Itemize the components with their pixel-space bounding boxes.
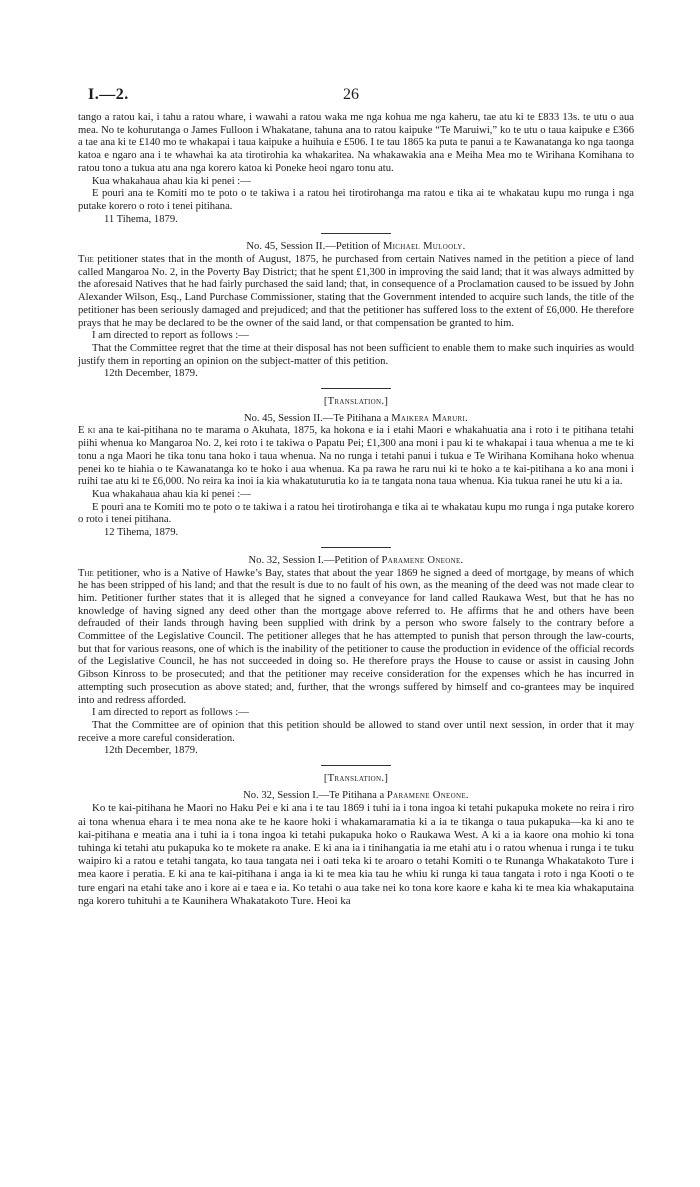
report-directive: Kua whakahaua ahau kia ki penei :— (92, 488, 251, 500)
translation-label: [Translation.] (323, 773, 389, 785)
report-directive: I am directed to report as follows :— (92, 707, 249, 719)
petition-text: petitioner, who is a Native of Hawke’s Bay, states that about the year 1869 he signed a deed of mortgage, by means of which he has been stripped of his land; and that the result is due to no fault of his own, as the meaning of the deed was not made clear to him. Petitioner further states that it is alleged that he signed a conveyance for land called Raukawa West, but that he has no knowledge of having signed any deed other than the mortgage above referred to. He affirms that he and others have been defrauded of their lands through having been supplied with drink by a person who swore falsely to the contrary before a Committee of the Legislative Council. The petitioner alleges that he has attempted to punish that person through the law-courts, but that for various reasons, one of which is the inability of the petitioner to cause the production in evidence of the official records of the Legislative Council, he has not succeeded in doing so. He therefore prays the House to cause or assist in causing John Gibson Kinross to be prosecuted; and that the petitioner may receive consideration for the expenses which he has incurred in attempting such prosecution as above stated; and, further, that the wrongs suffered by himself and co-grantees may be inquired into and redress afforded. (78, 567, 634, 706)
page-number: 26 (343, 86, 359, 103)
petition-heading (78, 790, 634, 803)
petition-text: petitioner states that in the month of August, 1875, he purchased from certain Natives named in the petition a piece of land called Mangaroa No. 2, in the Poverty Bay District; that he spent £1,300 in improving the said land; that it was always admitted by the aforesaid Natives that he had fairly purchased the said land; that, in consequence of a Proclamation caused to be issued by John Alexander Wilson, Esq., Land Purchase Commissioner, stating that the Government intended to acquire such lands, the title of the petitioner has been seriously damaged and prejudiced; and that the petitioner has suffered loss to the extent of £6,000. He therefore prays that he may be declared to be the owner of the said land, or that compensation be granted to him. (78, 254, 634, 329)
petitioner-name: Paramene Oneone. (386, 789, 469, 801)
heading-prefix: No. 32, Session I.—Petition of (248, 554, 379, 566)
lead-word: E ki (78, 425, 96, 437)
continued-paragraph: tango a ratou kai, i tahu a ratou whare, i wawahi a ratou waka me nga kohua me nga kaheru, tae atu ki te £833 13s. te utu o aua mea. No te kohurutanga o James Fulloon i Whakatane, tahuna ana to ratou kaipuke “Te Maruiwi,” ko te utu o taua kaipuke e £366 a tae ana ki te £140 mo te whakapai i taua kaipuke a huihuia e £506. I te tau 1865 ka puta te panui a te Kawanatanga ko nga taonga katoa e ngaro ana i te whawhai ka ata tirotirohia ka whakaritea. Na whakawakia ana e Meiha Mea mo te Wirihana Komihana to ratou tono a tukua atu ana nga korero katoa ki Poneke heoi ngaro tonu atu. (78, 112, 634, 174)
committee-report: E pouri ana te Komiti mo te poto o te takiwa i a ratou hei tirotirohanga e tika ai te whakatau kupu mo runga i nga putake korero o roto i tenei pitihana. (78, 501, 634, 526)
report-date: 12 Tihema, 1879. (104, 527, 179, 539)
translation-label: [Translation.] (323, 396, 389, 408)
petition-body (78, 254, 634, 330)
petition-body (78, 568, 634, 708)
lead-word: The (78, 567, 94, 579)
petition-text: Ko te kai-pitihana he Maori no Haku Pei e ki ana i te tau 1869 i tuhi ia i tona ingoa ki tetahi pukapuka mokete no reira i riro ai tona whenua ehara i te mea nona ake te he kaore hoki i whakamaramatia ki a ia te tikanga o taua pukapuka—ka ki ano te kai-pitihana e meatia ana i tuhi ia i tona ingoa ki tetahi pukapuka hoko o Raukawa West. A ki a ia kaore ona mohio ki tona tuhinga ki tetahi atu pukapuka ko te mokete ra anake. E ki ana ia i tinihangatia ia me etahi atu i o ratou whenua i runga i te tuku waipiro ki a ratou e tetahi tangata, ko taua tangata nei i oati teka ki te aroaro o tetahi Komiti o te Runanga Whakatakoto Ture i mea kaore i peratia. E ki ana te kai-pitihana i anga ia ki te mea kia tau he whiu ki runga ki taua tangata i roto i nga Kooti o te ture engari na etahi take ano i kore ai e taea e ia. Ko tetahi o aua take nei ko tona kore kaore e kaha ki te mea kia whakaputaina nga korero tuhituhi a te Kaunihera Whakatakoto Ture. Heoi ka (78, 802, 634, 907)
lead-word: The (78, 254, 94, 266)
section-divider (321, 388, 391, 389)
section-divider (321, 547, 391, 548)
report-date: 12th December, 1879. (104, 368, 198, 380)
petition-body (78, 425, 634, 489)
section-divider (321, 233, 391, 234)
petition-heading (78, 555, 634, 568)
petition-heading (78, 413, 634, 426)
petitioner-name: Michael Mulooly. (382, 241, 466, 253)
report-date: 12th December, 1879. (104, 745, 198, 757)
petitioner-name: Maikera Maruri. (391, 412, 469, 424)
petitioner-name: Paramene Oneone. (381, 554, 464, 566)
report-directive: Kua whakahaua ahau kia ki penei :— (92, 175, 251, 187)
committee-report: That the Committee regret that the time at their disposal has not been sufficient to enable them to make such inquiries as would justify them in reporting an opinion on the subject-matter of this petition. (78, 342, 634, 367)
text-column (78, 112, 634, 908)
committee-report: E pouri ana te Komiti mo te poto o te takiwa i a ratou hei tirotirohanga ma ratou e tika ai te whakatau kupu mo runga i nga putake korero o roto i tenei pitihana. (78, 188, 634, 212)
page-reference: I.—2. (88, 86, 129, 103)
heading-prefix: No. 45, Session II.—Petition of (246, 241, 381, 253)
heading-prefix: No. 45, Session II.—Te Pitihana a (243, 412, 389, 424)
report-date: 11 Tihema, 1879. (104, 213, 178, 225)
petition-heading (78, 241, 634, 254)
committee-report: That the Committee are of opinion that this petition should be allowed to stand over until next session, in order that it may receive a more careful consideration. (78, 719, 634, 744)
report-directive: I am directed to report as follows :— (92, 330, 249, 342)
petition-text: ana te kai-pitihana no te marama o Akuhata, 1875, ka hokona e ia i etahi Maori e whakahuatia ana i roto i te pitihana tetahi piihi whenua ko Mangaroa No. 2, kei roto i te takiwa o Papatu Pei; £1,300 ana moni i pau ki te whakapai i taua whenua a me te ki tonu a nga Maori he tika tonu tana hoko i taua whenua. Na no runga i tetahi panui i tukua e Te Wirihana Komihana hoko whenua penei ko te hiahia o te Kawanatanga ko te hoko i aua whenua. Ka pa rawa he raru nui ki te hoko a te kai-pitihana a ko ana moni i ruihi tae atu ki te £6,000. No reira ka inoi ia kia whakatuturutia ko ia te tangata nona taua whenua. Kia tukua ranei he utu ki a ia. (78, 425, 634, 488)
section-divider (321, 765, 391, 766)
heading-prefix: No. 32, Session I.—Te Pitihana a (243, 789, 385, 801)
